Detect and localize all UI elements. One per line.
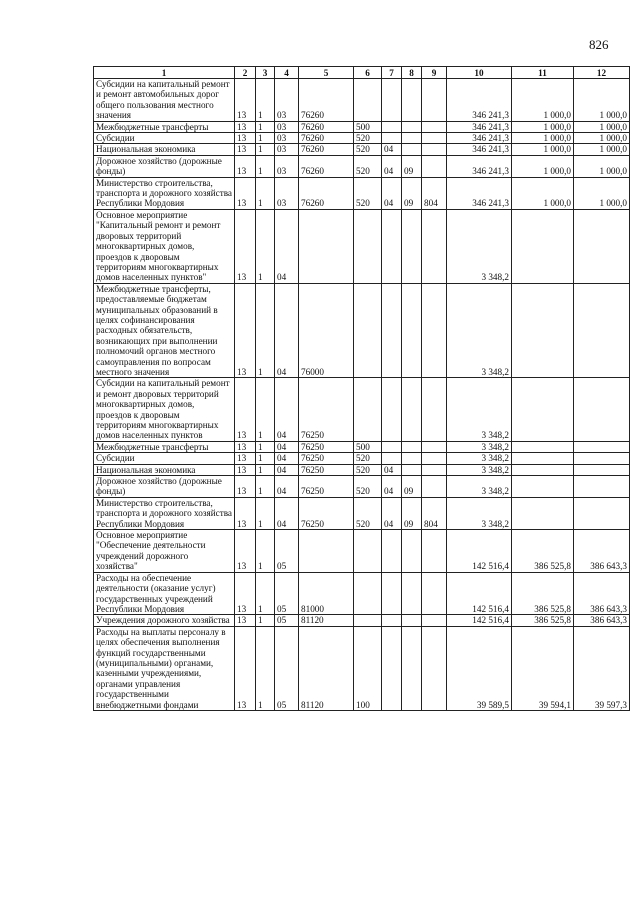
- amount-cell: 386 643,3: [574, 615, 630, 626]
- row-name-cell: Министерство строительства, транспорта и дорожного хозяйства Республики Мордовия: [94, 177, 235, 209]
- table-row: [94, 378, 630, 441]
- ministry-cell: [422, 155, 447, 177]
- amount-cell: 142 516,4: [447, 572, 512, 615]
- section-cell: [382, 626, 402, 710]
- target-article-cell: 81120: [299, 615, 354, 626]
- ministry-cell: [422, 441, 447, 452]
- amount-cell: 3 348,2: [447, 209, 512, 283]
- expense-type-cell: [354, 572, 382, 615]
- section-cell: 04: [382, 464, 402, 475]
- target-article-cell: 76260: [299, 155, 354, 177]
- row-name-cell: Основное мероприятие "Обеспечение деятельности учреждений дорожного хозяйства": [94, 530, 235, 573]
- subprogram-cell: 05: [275, 626, 299, 710]
- column-header: 5: [299, 67, 354, 79]
- amount-cell: 3 348,2: [447, 453, 512, 464]
- amount-cell: 386 525,8: [512, 530, 574, 573]
- row-name-cell: Национальная экономика: [94, 464, 235, 475]
- ministry-cell: [422, 530, 447, 573]
- expense-type-cell: 520: [354, 144, 382, 155]
- subsection-cell: [402, 530, 422, 573]
- column-header: 4: [275, 67, 299, 79]
- amount-cell: [512, 441, 574, 452]
- chapter-cell: 13: [235, 378, 256, 441]
- subprogram-cell: 05: [275, 615, 299, 626]
- table-row: [94, 497, 630, 529]
- amount-cell: 1 000,0: [574, 144, 630, 155]
- target-article-cell: [299, 530, 354, 573]
- row-name-cell: Межбюджетные трансферты: [94, 441, 235, 452]
- table-row: [94, 79, 630, 122]
- amount-cell: [574, 283, 630, 378]
- subprogram-cell: 03: [275, 155, 299, 177]
- amount-cell: [574, 441, 630, 452]
- target-article-cell: 76250: [299, 378, 354, 441]
- section-cell: 04: [382, 177, 402, 209]
- subsection-cell: [402, 133, 422, 144]
- row-name-cell: Межбюджетные трансферты, предоставляемые бюджетам муниципальных образований в целях софинансирования расходных обязательств, возникающих при выполнении полномочий органов местного самоуправления по вопросам местного значения: [94, 283, 235, 378]
- amount-cell: 3 348,2: [447, 283, 512, 378]
- subprogram-cell: 03: [275, 133, 299, 144]
- target-article-cell: 76260: [299, 133, 354, 144]
- amount-cell: 346 241,3: [447, 144, 512, 155]
- subprogram-cell: 05: [275, 572, 299, 615]
- row-name-cell: Субсидии на капитальный ремонт и ремонт дворовых территорий многоквартирных домов, проездов к дворовым территориям многоквартирных домов населенных пунктов: [94, 378, 235, 441]
- row-name-cell: Межбюджетные трансферты: [94, 121, 235, 132]
- ministry-cell: [422, 144, 447, 155]
- target-article-cell: 76260: [299, 144, 354, 155]
- table-row: [94, 209, 630, 283]
- target-article-cell: [299, 209, 354, 283]
- chapter-cell: 13: [235, 615, 256, 626]
- amount-cell: 39 594,1: [512, 626, 574, 710]
- row-name-cell: Основное мероприятие "Капитальный ремонт и ремонт дворовых территорий многоквартирных домов, проездов к дворовым территориям многоквартирных домов населенных пунктов": [94, 209, 235, 283]
- amount-cell: 1 000,0: [512, 133, 574, 144]
- subprogram-cell: 04: [275, 476, 299, 498]
- table-row: [94, 144, 630, 155]
- column-header: 7: [382, 67, 402, 79]
- amount-cell: 346 241,3: [447, 79, 512, 122]
- amount-cell: 1 000,0: [574, 155, 630, 177]
- column-header: 11: [512, 67, 574, 79]
- amount-cell: 346 241,3: [447, 133, 512, 144]
- chapter-cell: 13: [235, 155, 256, 177]
- chapter-cell: 13: [235, 626, 256, 710]
- amount-cell: 3 348,2: [447, 497, 512, 529]
- subprogram-cell: 05: [275, 530, 299, 573]
- target-article-cell: 76260: [299, 79, 354, 122]
- ministry-cell: [422, 572, 447, 615]
- table-row: [94, 133, 630, 144]
- amount-cell: [512, 464, 574, 475]
- chapter-cell: 13: [235, 476, 256, 498]
- subprogram-cell: 03: [275, 144, 299, 155]
- chapter-cell: 13: [235, 441, 256, 452]
- expense-type-cell: 520: [354, 177, 382, 209]
- program-cell: 1: [256, 441, 275, 452]
- section-cell: [382, 133, 402, 144]
- target-article-cell: 76250: [299, 464, 354, 475]
- amount-cell: [512, 497, 574, 529]
- subprogram-cell: 03: [275, 177, 299, 209]
- target-article-cell: 81120: [299, 626, 354, 710]
- column-header: 10: [447, 67, 512, 79]
- amount-cell: 1 000,0: [574, 121, 630, 132]
- target-article-cell: 76260: [299, 121, 354, 132]
- table-row: [94, 155, 630, 177]
- target-article-cell: 76260: [299, 177, 354, 209]
- ministry-cell: [422, 283, 447, 378]
- subsection-cell: 09: [402, 155, 422, 177]
- expense-type-cell: 520: [354, 453, 382, 464]
- ministry-cell: [422, 476, 447, 498]
- amount-cell: 3 348,2: [447, 464, 512, 475]
- amount-cell: 346 241,3: [447, 155, 512, 177]
- column-number-header-row: [94, 67, 630, 79]
- ministry-cell: 804: [422, 177, 447, 209]
- section-cell: [382, 209, 402, 283]
- row-name-cell: Расходы на выплаты персоналу в целях обеспечения выполнения функций государственными (муниципальными) органами, казенными учреждениями, органами управления государственными внебюджетными фондами: [94, 626, 235, 710]
- subprogram-cell: 04: [275, 497, 299, 529]
- chapter-cell: 13: [235, 497, 256, 529]
- chapter-cell: 13: [235, 79, 256, 122]
- table-row: [94, 476, 630, 498]
- subsection-cell: [402, 453, 422, 464]
- amount-cell: 142 516,4: [447, 530, 512, 573]
- amount-cell: 39 589,5: [447, 626, 512, 710]
- table-row: [94, 121, 630, 132]
- amount-cell: 1 000,0: [512, 177, 574, 209]
- column-header: 3: [256, 67, 275, 79]
- section-cell: [382, 121, 402, 132]
- page-number: 826: [589, 37, 609, 52]
- column-header: 8: [402, 67, 422, 79]
- subsection-cell: [402, 121, 422, 132]
- subsection-cell: [402, 615, 422, 626]
- table-row: [94, 177, 630, 209]
- subprogram-cell: 04: [275, 378, 299, 441]
- section-cell: 04: [382, 155, 402, 177]
- amount-cell: [512, 476, 574, 498]
- program-cell: 1: [256, 530, 275, 573]
- subsection-cell: [402, 464, 422, 475]
- chapter-cell: 13: [235, 572, 256, 615]
- chapter-cell: 13: [235, 121, 256, 132]
- target-article-cell: 81000: [299, 572, 354, 615]
- amount-cell: [512, 209, 574, 283]
- program-cell: 1: [256, 209, 275, 283]
- section-cell: [382, 530, 402, 573]
- budget-table: [93, 66, 630, 711]
- ministry-cell: [422, 79, 447, 122]
- amount-cell: 3 348,2: [447, 441, 512, 452]
- row-name-cell: Субсидии: [94, 453, 235, 464]
- amount-cell: [512, 283, 574, 378]
- expense-type-cell: [354, 378, 382, 441]
- table-row: [94, 615, 630, 626]
- chapter-cell: 13: [235, 283, 256, 378]
- program-cell: 1: [256, 453, 275, 464]
- section-cell: [382, 79, 402, 122]
- program-cell: 1: [256, 378, 275, 441]
- subprogram-cell: 03: [275, 79, 299, 122]
- amount-cell: 1 000,0: [574, 133, 630, 144]
- program-cell: 1: [256, 133, 275, 144]
- amount-cell: 39 597,3: [574, 626, 630, 710]
- column-header: 1: [94, 67, 235, 79]
- program-cell: 1: [256, 615, 275, 626]
- column-header: 2: [235, 67, 256, 79]
- chapter-cell: 13: [235, 133, 256, 144]
- subsection-cell: 09: [402, 476, 422, 498]
- ministry-cell: [422, 464, 447, 475]
- section-cell: 04: [382, 497, 402, 529]
- amount-cell: 3 348,2: [447, 378, 512, 441]
- ministry-cell: [422, 626, 447, 710]
- amount-cell: 1 000,0: [574, 177, 630, 209]
- expense-type-cell: [354, 615, 382, 626]
- section-cell: 04: [382, 476, 402, 498]
- ministry-cell: [422, 133, 447, 144]
- expense-type-cell: [354, 79, 382, 122]
- section-cell: [382, 572, 402, 615]
- amount-cell: 346 241,3: [447, 177, 512, 209]
- table-row: [94, 441, 630, 452]
- amount-cell: [574, 378, 630, 441]
- expense-type-cell: 100: [354, 626, 382, 710]
- subprogram-cell: 04: [275, 209, 299, 283]
- row-name-cell: Субсидии на капитальный ремонт и ремонт автомобильных дорог общего пользования местного значения: [94, 79, 235, 122]
- table-row: [94, 572, 630, 615]
- amount-cell: 1 000,0: [512, 121, 574, 132]
- subprogram-cell: 04: [275, 441, 299, 452]
- table-row: [94, 464, 630, 475]
- amount-cell: 1 000,0: [574, 79, 630, 122]
- row-name-cell: Министерство строительства, транспорта и дорожного хозяйства Республики Мордовия: [94, 497, 235, 529]
- column-header: 9: [422, 67, 447, 79]
- subsection-cell: [402, 572, 422, 615]
- row-name-cell: Национальная экономика: [94, 144, 235, 155]
- chapter-cell: 13: [235, 530, 256, 573]
- subsection-cell: [402, 144, 422, 155]
- expense-type-cell: 520: [354, 476, 382, 498]
- target-article-cell: 76250: [299, 497, 354, 529]
- column-header: 6: [354, 67, 382, 79]
- target-article-cell: 76250: [299, 476, 354, 498]
- amount-cell: [574, 464, 630, 475]
- chapter-cell: 13: [235, 453, 256, 464]
- ministry-cell: [422, 615, 447, 626]
- row-name-cell: Субсидии: [94, 133, 235, 144]
- row-name-cell: Расходы на обеспечение деятельности (оказание услуг) государственных учреждений Республики Мордовия: [94, 572, 235, 615]
- expense-type-cell: [354, 530, 382, 573]
- subsection-cell: 09: [402, 177, 422, 209]
- table-row: [94, 530, 630, 573]
- program-cell: 1: [256, 79, 275, 122]
- program-cell: 1: [256, 177, 275, 209]
- ministry-cell: 804: [422, 497, 447, 529]
- ministry-cell: [422, 121, 447, 132]
- amount-cell: 346 241,3: [447, 121, 512, 132]
- table-row: [94, 283, 630, 378]
- expense-type-cell: [354, 209, 382, 283]
- subprogram-cell: 04: [275, 283, 299, 378]
- chapter-cell: 13: [235, 209, 256, 283]
- subsection-cell: [402, 209, 422, 283]
- chapter-cell: 13: [235, 177, 256, 209]
- target-article-cell: 76250: [299, 453, 354, 464]
- target-article-cell: 76250: [299, 441, 354, 452]
- subprogram-cell: 03: [275, 121, 299, 132]
- amount-cell: [512, 378, 574, 441]
- amount-cell: 386 525,8: [512, 615, 574, 626]
- subsection-cell: [402, 441, 422, 452]
- target-article-cell: 76000: [299, 283, 354, 378]
- section-cell: 04: [382, 144, 402, 155]
- ministry-cell: [422, 453, 447, 464]
- subsection-cell: [402, 378, 422, 441]
- section-cell: [382, 441, 402, 452]
- section-cell: [382, 453, 402, 464]
- column-header: 12: [574, 67, 630, 79]
- table-row: [94, 453, 630, 464]
- row-name-cell: Учреждения дорожного хозяйства: [94, 615, 235, 626]
- amount-cell: [574, 209, 630, 283]
- subprogram-cell: 04: [275, 464, 299, 475]
- row-name-cell: Дорожное хозяйство (дорожные фонды): [94, 155, 235, 177]
- program-cell: 1: [256, 626, 275, 710]
- amount-cell: [574, 453, 630, 464]
- subprogram-cell: 04: [275, 453, 299, 464]
- subsection-cell: [402, 283, 422, 378]
- section-cell: [382, 283, 402, 378]
- amount-cell: 1 000,0: [512, 155, 574, 177]
- section-cell: [382, 378, 402, 441]
- subsection-cell: 09: [402, 497, 422, 529]
- chapter-cell: 13: [235, 464, 256, 475]
- program-cell: 1: [256, 283, 275, 378]
- program-cell: 1: [256, 497, 275, 529]
- expense-type-cell: 500: [354, 441, 382, 452]
- amount-cell: 1 000,0: [512, 144, 574, 155]
- expense-type-cell: 520: [354, 464, 382, 475]
- ministry-cell: [422, 378, 447, 441]
- table-row: [94, 626, 630, 710]
- expense-type-cell: 520: [354, 133, 382, 144]
- amount-cell: 386 643,3: [574, 530, 630, 573]
- expense-type-cell: 500: [354, 121, 382, 132]
- amount-cell: 386 525,8: [512, 572, 574, 615]
- amount-cell: 386 643,3: [574, 572, 630, 615]
- program-cell: 1: [256, 155, 275, 177]
- expense-type-cell: 520: [354, 155, 382, 177]
- subsection-cell: [402, 626, 422, 710]
- ministry-cell: [422, 209, 447, 283]
- amount-cell: 1 000,0: [512, 79, 574, 122]
- expense-type-cell: 520: [354, 497, 382, 529]
- amount-cell: [574, 476, 630, 498]
- amount-cell: [574, 497, 630, 529]
- chapter-cell: 13: [235, 144, 256, 155]
- amount-cell: [512, 453, 574, 464]
- program-cell: 1: [256, 476, 275, 498]
- program-cell: 1: [256, 121, 275, 132]
- amount-cell: 142 516,4: [447, 615, 512, 626]
- row-name-cell: Дорожное хозяйство (дорожные фонды): [94, 476, 235, 498]
- program-cell: 1: [256, 464, 275, 475]
- program-cell: 1: [256, 144, 275, 155]
- program-cell: 1: [256, 572, 275, 615]
- expense-type-cell: [354, 283, 382, 378]
- amount-cell: 3 348,2: [447, 476, 512, 498]
- section-cell: [382, 615, 402, 626]
- subsection-cell: [402, 79, 422, 122]
